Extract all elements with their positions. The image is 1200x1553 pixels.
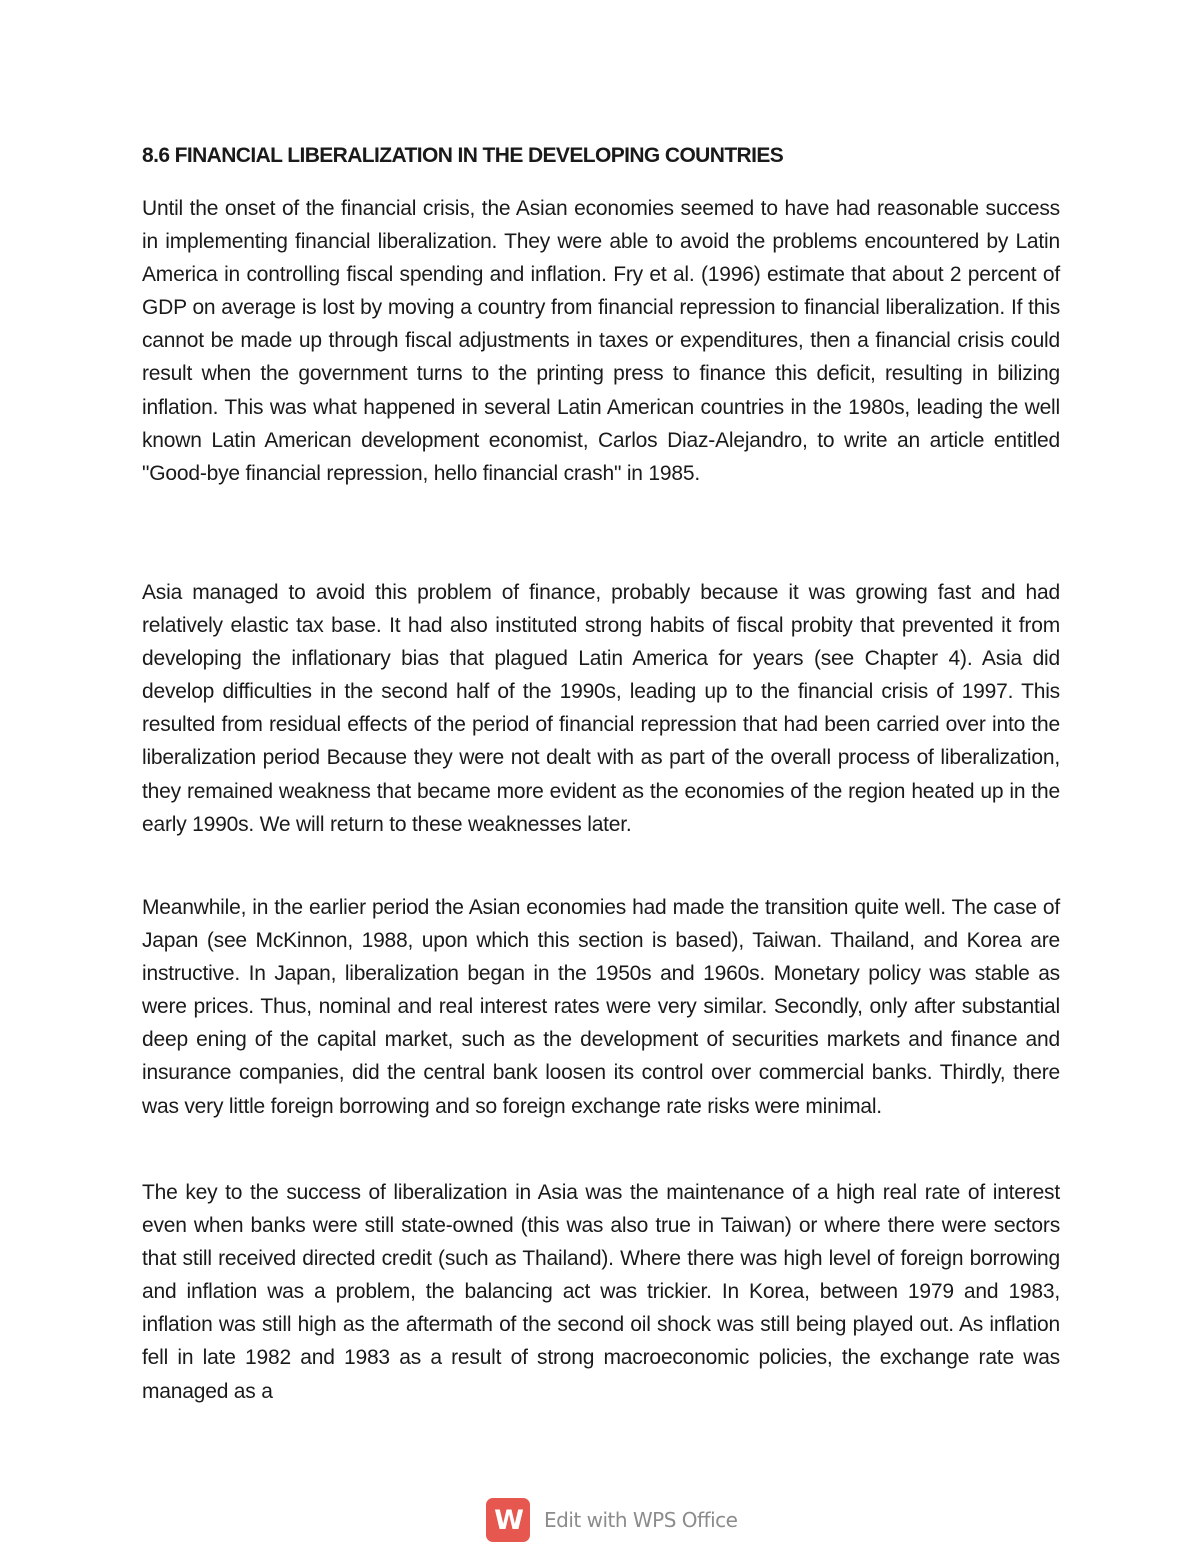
paragraph: Meanwhile, in the earlier period the Asian economies had made the transition quite well. The case of Japan (see McKinnon, 1988, upon which this section is based), Taiwan. Thailand, and Korea are instructive. In Japan, liberalization began in the 1950s and 1960s. Monetary policy was stable as were prices. Thus, nominal and real interest rates were very similar. Secondly, only after substantial deep ening of the capital market, such as the development of securities markets and finance and insurance companies, did the central bank loosen its control over commercial banks. Thirdly, there was very little foreign borrowing and so foreign exchange rate risks were minimal. (142, 896, 1060, 1118)
wps-logo-letter: W (494, 1504, 522, 1536)
edit-with-wps-footer[interactable] (486, 1497, 737, 1543)
wps-logo-icon[interactable] (486, 1498, 530, 1542)
section-heading: 8.6 FINANCIAL LIBERALIZATION IN THE DEVELOPING COUNTRIES (142, 144, 784, 167)
paragraph: Until the onset of the financial crisis, the Asian economies seemed to have had reasonable success in implementing financial liberalization. They were able to avoid the problems encountered by Latin America in controlling fiscal spending and inflation. Fry et al. (1996) estimate that about 2 percent of GDP on average is lost by moving a country from financial repression to financial liberalization. If this cannot be made up through fiscal adjustments in taxes or expenditures, then a financial crisis could result when the government turns to the printing press to finance this deficit, resulting in bilizing inflation. This was what happened in several Latin American countries in the 1980s, leading the well known Latin American development economist, Carlos Diaz-Alejandro, to write an article entitled "Good-bye financial repression, hello financial crash" in 1985. (142, 197, 1060, 485)
paragraph: Asia managed to avoid this problem of finance, probably because it was growing fast and had relatively elastic tax base. It had also instituted strong habits of fiscal probity that prevented it from developing the inflationary bias that plagued Latin America for years (see Chapter 4). Asia did develop difficulties in the second half of the 1990s, leading up to the financial crisis of 1997. This resulted from residual effects of the period of financial repression that had been carried over into the liberalization period Because they were not dealt with as part of the overall process of liberalization, they remained weakness that became more evident as the economies of the region heated up in the early 1990s. We will return to these weaknesses later. (142, 581, 1060, 836)
paragraph: The key to the success of liberalization in Asia was the maintenance of a high real rate of interest even when banks were still state-owned (this was also true in Taiwan) or where there were sectors that still received directed credit (such as Thailand). Where there was high level of foreign borrowing and inflation was a problem, the balancing act was trickier. In Korea, between 1979 and 1983, inflation was still high as the aftermath of the second oil shock was still being played out. As inflation fell in late 1982 and 1983 as a result of strong macroeconomic policies, the exchange rate was managed as a (142, 1181, 1060, 1403)
edit-with-wps-label[interactable]: Edit with WPS Office (544, 1508, 738, 1532)
